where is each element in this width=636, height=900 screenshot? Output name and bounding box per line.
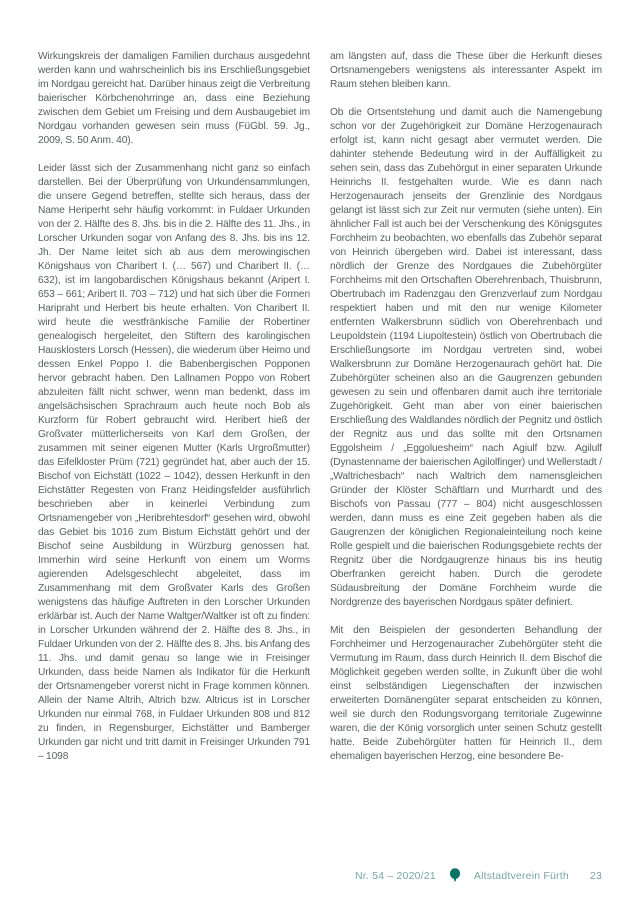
left-column [38,50,310,868]
page-number: 23 [589,870,602,882]
page-footer [355,868,602,884]
balloon-pin-icon [449,868,461,884]
paragraph: Mit den Beispielen der gesonderten Behandlung der Forchheimer und Herzogenauracher Zubehörgüter steht die Vermutung im Raum, dass durch Heinrich II. dem Bischof die Möglichkeit gegeben werden sollte, in Zukunft über die wohl einst selbständigen Liegenschaften der inzwischen erweiterten Domänengüter separat entscheiden zu können, weil sie durch den Rodungsvorgang territoriale Zugewinne waren, die der König vorsorglich unter seinen Schutz gestellt hatte. Beide Zubehörgüter hatten für Heinrich II., dem ehemaligen bayerischen Herzog, eine besondere Be- [330,625,602,762]
paragraph: Leider lässt sich der Zusammenhang nicht ganz so einfach darstellen. Bei der Überprüfung von Urkundensammlungen, die unsere Gegend betreffen, stellte sich heraus, dass der Name Heriperht sehr häufig vorkommt: in Fuldaer Urkunden von der 2. Hälfte des 8. Jhs. bis in die 2. Hälfte des 11. Jhs., in Lorscher Urkunden sogar von Anfang des 8. Jhs. bis ins 12. Jh. Der Name leitet sich ab aus dem merowingischen Königshaus von Charibert I. (… 567) und Charibert II. (… 632), ist im langobardischen Königshaus bekannt (Aripert I. 653 – 661; Aribert II. 703 – 712) und hat sich über die Formen Haripraht und Herbert bis heute erhalten. Von Charibert II. wird heute die westfränkische Familie der Robertiner genealogisch hergeleitet, den Stiftern des karolingischen Hausklosters Lorsch (Hessen), die wiederum über Heimo und dessen Enkel Poppo I. die Babenbergischen Popponen hervor gebracht haben. Den Lallnamen Poppo von Robert abzuleiten fällt nicht schwer, wenn man bedenkt, dass im angelsächsischen Sprachraum auch heute noch Bob als Kurzform für Robert gebraucht wird. Heribert hieß der Großvater mütterlicherseits von Karl dem Großen, der zusammen mit seiner eigenen Mutter (Karls Urgroßmutter) das Eifelkloster Prüm (721) gegründet hat, aber auch der 15. Bischof von Eichstätt (1022 – 1042), dessen Herkunft in den Eichstätter Regesten von Franz Heidingsfelder ausführlich beschrieben aber in keinerlei Verbindung zum Ortsnamengeber von „Heribrehtesdorf“ gesehen wird, obwohl das Gebiet bis 1016 zum Bistum Eichstätt gehört und der Bischof seine Ausbildung in Würzburg genossen hat. Immerhin wird seine Herkunft von einem um Worms agierenden Adelsgeschlecht abgeleitet, dass im Zusammenhang mit dem Großvater Karls des Großen wenigstens das häufige Auftreten in den Lorscher Urkunden erklärbar ist. Auch der Name Waltger/Waltker ist oft zu finden: in Lorscher Urkunden während der 2. Hälfte des 8. Jhs., in Fuldaer Urkunden von der 2. Hälfte des 8. Jhs. bis Anfang des 11. Jhs. und damit genau so lange wie in Freisinger Urkunden, dass beide Namen als Indikator für die Herkunft der Ortsnamengeber vorerst nicht in Frage kommen können. Allein der Name Altrih, Altrich bzw. Altricus ist in Lorscher Urkunden nur einmal 768, in Fuldaer Urkunden 808 und 812 zu finden, in Regensburger, Eichstätter und Bamberger Urkunden gar nicht und tritt damit in Freisinger Urkunden 791 – 1098 [38,163,310,762]
right-column [330,50,602,868]
article-body [38,50,602,868]
paragraph: Ob die Ortsentstehung und damit auch die Namengebung schon vor der Zugehörigkeit zur Domäne Herzogenaurach erfolgt ist, kann nicht gesagt aber vermutet werden. Die dahinter stehende Bedeutung wird in der Auffälligkeit zu sehen sein, dass das Zubehörgut in einer separaten Urkunde Heinrichs II. festgehalten wurde. Wie es dann nach Herzogenaurach jenseits der Grenzlinie des Nordgaus gelangt ist lässt sich zur Zeit nur vermuten (siehe unten). Ein ähnlicher Fall ist auch bei der Verschenkung des Königsgutes Forchheim zu beobachten, wo ebenfalls das Zubehör separat von Heinrich übergeben wird. Dabei ist interessant, dass nördlich der Grenze des Nordgaues die Zubehörgüter Forchheims mit den Ortschaften Oberehrenbach, Thuisbrunn, Obertrubach im Radenzgau den Grenzverlauf zum Nordgau respektiert haben und mit den nur wenige Kilometer entfernten Walkersbrunn südlich von Oberehrenbach und Leupoldstein (1194 Liupoltestein) östlich von Obertrubach die Erschließungsorte im Nordgau vertreten sind, wobei Walkersbrunn zur Domäne Herzogenaurach gehört hat. Die Zubehörgüter scheinen also an die Gaugrenzen gebunden gewesen zu sein und offenbaren damit auch ihre territoriale Zugehörigkeit. Geht man aber von einer baierischen Erschließung des Waldlandes nördlich der Pegnitz und östlich der Regnitz aus und das sollte mit den Ortsnamen Eggolsheim / „Eggoluesheim“ nach Agiulf bzw. Agilulf (Dynastenname der baierischen Agilolfinger) und Wellerstadt / „Waltrichesbach“ nach Waltrich dem namensgleichen Gründer der Klöster Schäftlarn und Murrhardt und des Bischofs von Passau (777 – 804) nicht ausgeschlossen werden, dann muss es eine Zeit gegeben haben als die Gaugrenzen der königlichen Regionaleinteilung noch keine Rolle gespielt und die baierischen Rodungsgebiete rechts der Regnitz über die Nordgaugrenze hinaus bis ins heutig Oberfranken gereicht haben. Durch die gerodete Südausbreitung der Domäne Forchheim wurde die Nordgrenze des bayerischen Nordgaus später definiert. [330,107,602,608]
issue-number: Nr. 54 – 2020/21 [355,870,436,882]
publication-name: Altstadtverein Fürth [473,870,569,882]
paragraph: Wirkungskreis der damaligen Familien durchaus ausgedehnt werden kann und wahrscheinlich bis ins Erschließungsgebiet im Nordgau gereicht hat. Darüber hinaus zeigt die Verbreitung baierischer Körbchenohrringe an, dass eine Beziehung zwischen dem Gebiet um Freising und dem Ausbaugebiet im Nordgau vorhanden gewesen sein muss (FüGbl. 59. Jg., 2009, S. 50 Anm. 40). [38,51,310,146]
paragraph: am längsten auf, dass die These über die Herkunft dieses Ortsnamengebers wenigstens als interessanter Aspekt im Raum stehen bleiben kann. [330,51,602,90]
